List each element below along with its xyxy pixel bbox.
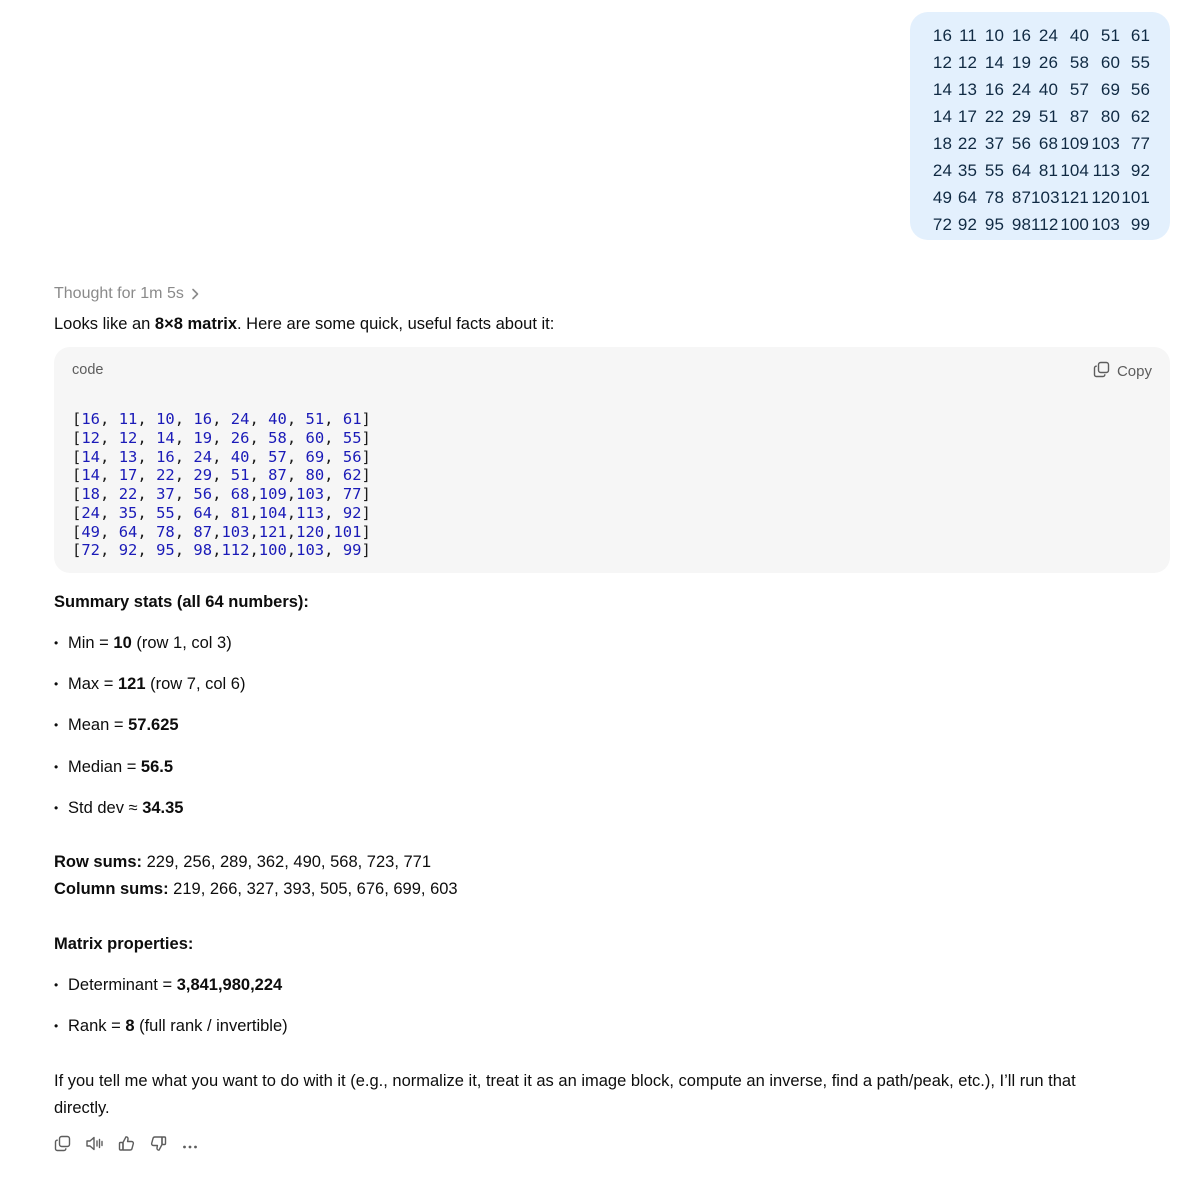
summary-stat-item xyxy=(54,630,232,657)
copy-message-button[interactable] xyxy=(52,1135,72,1157)
matrix-property-label: Determinant = xyxy=(68,976,177,994)
copy-icon xyxy=(54,1135,71,1157)
bullet-marker: • xyxy=(54,677,59,691)
summary-stat-label: Median = xyxy=(68,758,141,776)
bullet-marker: • xyxy=(54,801,59,815)
code-number: 51 xyxy=(305,410,325,428)
summary-stat-value: 10 xyxy=(113,634,132,652)
user-matrix-cell: 14 xyxy=(932,80,952,99)
user-matrix-cell: 99 xyxy=(1130,215,1150,234)
code-number: 87 xyxy=(268,466,287,485)
code-number: 95 xyxy=(156,541,175,560)
code-number: 77 xyxy=(342,485,362,503)
user-matrix-cell: 103 xyxy=(1091,134,1120,153)
user-matrix-cell: 103 xyxy=(1091,215,1120,234)
intro-text-before: Looks like an xyxy=(54,315,155,333)
code-number: 60 xyxy=(305,428,325,447)
user-matrix-row xyxy=(925,103,1156,130)
user-matrix-cell: 56 xyxy=(1011,134,1031,153)
code-number: 37 xyxy=(156,485,175,503)
column-sums-value: 219, 266, 327, 393, 505, 676, 699, 603 xyxy=(168,880,458,898)
user-matrix-cell: 87 xyxy=(1069,107,1089,126)
more-actions-button[interactable] xyxy=(180,1135,200,1157)
copy-code-button[interactable] xyxy=(1093,361,1152,382)
message-action-bar xyxy=(52,1135,200,1157)
code-line: [12, 12, 14, 19, 26, 58, 60, 55] xyxy=(72,428,371,447)
user-matrix-cell: 24 xyxy=(932,161,952,180)
code-number: 10 xyxy=(156,410,175,428)
code-number: 17 xyxy=(118,466,138,485)
code-line: [18, 22, 37, 56, 68,109,103, 77] xyxy=(72,485,371,503)
user-matrix-cell: 77 xyxy=(1130,134,1150,153)
user-matrix-text xyxy=(925,22,1156,238)
matrix-property-suffix: (full rank / invertible) xyxy=(134,1017,288,1035)
code-number: 24 xyxy=(81,503,101,522)
user-matrix-cell: 12 xyxy=(957,53,977,72)
code-line: [14, 17, 22, 29, 51, 87, 80, 62] xyxy=(72,466,371,485)
code-number: 35 xyxy=(118,503,138,522)
user-matrix-row xyxy=(925,130,1156,157)
code-number: 22 xyxy=(118,485,138,503)
column-sums-line xyxy=(54,876,458,903)
code-line: [14, 13, 16, 24, 40, 57, 69, 56] xyxy=(72,447,371,466)
summary-heading xyxy=(54,589,309,616)
row-sums-value: 229, 256, 289, 362, 490, 568, 723, 771 xyxy=(142,853,432,871)
bullet-marker: • xyxy=(54,636,59,650)
user-matrix-cell: 81 xyxy=(1038,161,1058,180)
user-matrix-cell: 40 xyxy=(1069,26,1089,45)
user-matrix-cell: 120 xyxy=(1091,188,1120,207)
code-number: 11 xyxy=(118,410,138,428)
code-number: 98 xyxy=(193,541,213,560)
properties-heading-text: Matrix properties: xyxy=(54,935,194,953)
user-matrix-cell: 100 xyxy=(1060,215,1089,234)
more-icon xyxy=(182,1137,198,1155)
code-number: 58 xyxy=(268,428,287,447)
matrix-property-label: Rank = xyxy=(68,1017,126,1035)
user-matrix-cell: 72 xyxy=(932,215,952,234)
closing-line-1: If you tell me what you want to do with it (e.g., normalize it, treat it as an image block, compute an inverse, find a path/peak, etc.), I’ll run that xyxy=(54,1072,1076,1090)
code-number: 16 xyxy=(81,410,101,428)
code-number: 57 xyxy=(268,447,287,466)
code-number: 24 xyxy=(230,410,250,428)
copy-label: Copy xyxy=(1116,363,1152,380)
user-matrix-cell: 18 xyxy=(932,134,952,153)
user-matrix-cell: 37 xyxy=(984,134,1004,153)
code-number: 40 xyxy=(230,447,250,466)
summary-stat-value: 121 xyxy=(117,675,146,693)
user-matrix-cell: 101 xyxy=(1121,188,1150,207)
user-matrix-cell: 64 xyxy=(957,188,977,207)
user-matrix-cell: 11 xyxy=(959,26,977,45)
code-line: [24, 35, 55, 64, 81,104,113, 92] xyxy=(72,503,371,522)
code-number: 55 xyxy=(156,503,175,522)
code-number: 49 xyxy=(81,522,101,541)
code-language-label: code xyxy=(72,362,104,378)
user-matrix-cell: 109 xyxy=(1060,134,1089,153)
intro-text-bold: 8×8 matrix xyxy=(154,315,238,333)
user-matrix-cell: 51 xyxy=(1100,26,1120,45)
user-matrix-cell: 14 xyxy=(984,53,1004,72)
code-block xyxy=(54,347,1170,573)
user-matrix-cell: 56 xyxy=(1130,80,1150,99)
code-number: 120 xyxy=(296,522,325,541)
summary-stat-item xyxy=(54,754,173,781)
user-matrix-cell: 55 xyxy=(984,161,1004,180)
summary-stat-value: 34.35 xyxy=(142,799,184,817)
thumbs-up-button[interactable] xyxy=(116,1135,136,1157)
user-matrix-cell: 103 xyxy=(1031,188,1060,207)
matrix-property-value: 3,841,980,224 xyxy=(176,976,283,994)
user-matrix-cell: 40 xyxy=(1038,80,1058,99)
code-number: 29 xyxy=(193,466,213,485)
code-number: 16 xyxy=(156,447,175,466)
code-number: 92 xyxy=(342,503,362,522)
code-number: 14 xyxy=(156,428,175,447)
code-number: 22 xyxy=(156,466,175,485)
code-number: 16 xyxy=(193,410,213,428)
thought-toggle[interactable] xyxy=(54,285,200,303)
code-number: 78 xyxy=(156,522,175,541)
code-number: 87 xyxy=(193,522,213,541)
properties-heading xyxy=(54,931,193,958)
summary-stat-item xyxy=(54,671,245,698)
user-matrix-cell: 68 xyxy=(1038,134,1058,153)
code-number: 19 xyxy=(193,428,213,447)
code-number: 92 xyxy=(118,541,138,560)
code-number: 26 xyxy=(230,428,250,447)
code-number: 68 xyxy=(230,485,250,503)
code-number: 101 xyxy=(333,522,362,541)
user-matrix-cell: 49 xyxy=(932,188,952,207)
read-aloud-button[interactable] xyxy=(84,1135,104,1157)
intro-text xyxy=(54,311,554,338)
summary-stat-item xyxy=(54,712,179,739)
code-number: 14 xyxy=(81,447,101,466)
matrix-property-item xyxy=(54,972,282,999)
user-matrix-cell: 92 xyxy=(957,215,977,234)
bullet-marker: • xyxy=(54,718,59,732)
code-number: 103 xyxy=(296,541,325,560)
user-matrix-row xyxy=(925,49,1156,76)
thumbs-down-button[interactable] xyxy=(148,1135,168,1157)
user-matrix-cell: 22 xyxy=(984,107,1004,126)
user-matrix-cell: 26 xyxy=(1038,53,1058,72)
summary-stat-value: 57.625 xyxy=(128,716,179,734)
matrix-property-value: 8 xyxy=(125,1017,135,1035)
user-matrix-cell: 80 xyxy=(1100,107,1120,126)
summary-heading-text: Summary stats (all 64 numbers): xyxy=(54,593,309,611)
summary-stat-value: 56.5 xyxy=(140,758,174,776)
user-matrix-cell: 87 xyxy=(1011,188,1031,207)
user-matrix-cell: 19 xyxy=(1011,53,1031,72)
user-matrix-cell: 98 xyxy=(1011,215,1031,234)
row-sums-line xyxy=(54,849,431,876)
code-line: [72, 92, 95, 98,112,100,103, 99] xyxy=(72,541,371,560)
summary-stat-label: Std dev ≈ xyxy=(68,799,143,817)
code-number: 99 xyxy=(342,541,362,560)
user-matrix-cell: 78 xyxy=(984,188,1004,207)
code-number: 81 xyxy=(230,503,250,522)
thumbs-down-icon xyxy=(150,1135,167,1157)
summary-stat-label: Max = xyxy=(68,675,118,693)
user-matrix-cell: 95 xyxy=(984,215,1004,234)
user-matrix-cell: 55 xyxy=(1130,53,1150,72)
user-matrix-cell: 92 xyxy=(1130,161,1150,180)
user-matrix-cell: 24 xyxy=(1011,80,1031,99)
code-number: 62 xyxy=(342,466,362,485)
code-number: 121 xyxy=(258,522,287,541)
code-number: 100 xyxy=(258,541,287,560)
user-matrix-cell: 22 xyxy=(957,134,977,153)
chevron-right-icon xyxy=(190,288,200,300)
summary-stat-suffix: (row 1, col 3) xyxy=(131,634,232,652)
code-number: 18 xyxy=(81,485,101,503)
user-matrix-cell: 69 xyxy=(1100,80,1120,99)
code-line: [49, 64, 78, 87,103,121,120,101] xyxy=(72,522,371,541)
code-number: 56 xyxy=(342,447,362,466)
thought-label: Thought for 1m 5s xyxy=(54,285,184,302)
code-number: 113 xyxy=(296,503,325,522)
code-number: 61 xyxy=(342,410,362,428)
summary-stat-suffix: (row 7, col 6) xyxy=(145,675,246,693)
user-matrix-cell: 60 xyxy=(1100,53,1120,72)
code-content xyxy=(72,410,371,560)
user-matrix-cell: 51 xyxy=(1038,107,1058,126)
user-matrix-cell: 16 xyxy=(984,80,1004,99)
code-number: 56 xyxy=(193,485,213,503)
bullet-marker: • xyxy=(54,760,59,774)
user-matrix-cell: 16 xyxy=(1011,26,1031,45)
code-number: 64 xyxy=(118,522,138,541)
bullet-marker: • xyxy=(54,1019,59,1033)
user-matrix-cell: 121 xyxy=(1060,188,1089,207)
user-matrix-row xyxy=(925,76,1156,103)
code-number: 14 xyxy=(81,466,101,485)
thumbs-up-icon xyxy=(118,1135,135,1157)
row-sums-label: Row sums: xyxy=(54,853,143,871)
code-number: 104 xyxy=(258,503,287,522)
user-matrix-cell: 104 xyxy=(1060,161,1089,180)
user-matrix-cell: 16 xyxy=(932,26,952,45)
summary-stat-label: Min = xyxy=(68,634,114,652)
code-number: 24 xyxy=(193,447,213,466)
user-matrix-row xyxy=(925,22,1156,49)
user-matrix-cell: 113 xyxy=(1092,161,1120,180)
user-matrix-cell: 57 xyxy=(1069,80,1089,99)
bullet-marker: • xyxy=(54,978,59,992)
user-matrix-cell: 14 xyxy=(932,107,952,126)
intro-text-after: . Here are some quick, useful facts about it: xyxy=(237,315,555,333)
user-matrix-cell: 62 xyxy=(1130,107,1150,126)
copy-icon xyxy=(1093,361,1110,382)
user-matrix-cell: 112 xyxy=(1031,215,1059,234)
code-number: 51 xyxy=(230,466,250,485)
user-matrix-cell: 29 xyxy=(1011,107,1031,126)
user-matrix-cell: 61 xyxy=(1130,26,1150,45)
user-matrix-cell: 58 xyxy=(1069,53,1089,72)
user-matrix-cell: 10 xyxy=(984,26,1004,45)
code-number: 109 xyxy=(258,485,287,503)
closing-line-2: directly. xyxy=(54,1099,110,1117)
code-number: 55 xyxy=(342,428,362,447)
column-sums-label: Column sums: xyxy=(54,880,169,898)
code-number: 80 xyxy=(305,466,325,485)
user-matrix-cell: 12 xyxy=(932,53,952,72)
matrix-property-item xyxy=(54,1013,288,1040)
user-matrix-cell: 24 xyxy=(1038,26,1058,45)
user-matrix-row xyxy=(925,157,1156,184)
code-number: 12 xyxy=(118,428,138,447)
code-number: 13 xyxy=(118,447,138,466)
code-number: 103 xyxy=(296,485,325,503)
user-message-bubble xyxy=(910,12,1170,240)
summary-stat-label: Mean = xyxy=(68,716,129,734)
code-number: 64 xyxy=(193,503,213,522)
user-matrix-cell: 64 xyxy=(1011,161,1031,180)
code-number: 40 xyxy=(268,410,287,428)
code-number: 72 xyxy=(81,541,101,560)
user-matrix-row xyxy=(925,211,1156,238)
code-number: 12 xyxy=(81,428,101,447)
user-matrix-cell: 13 xyxy=(957,80,977,99)
user-matrix-cell: 17 xyxy=(957,107,977,126)
code-number: 112 xyxy=(221,541,250,560)
code-number: 69 xyxy=(305,447,325,466)
user-matrix-row xyxy=(925,184,1156,211)
code-line: [16, 11, 10, 16, 24, 40, 51, 61] xyxy=(72,410,371,428)
speaker-icon xyxy=(85,1135,104,1157)
summary-stat-item xyxy=(54,795,183,822)
user-matrix-cell: 35 xyxy=(957,161,977,180)
code-number: 103 xyxy=(221,522,250,541)
